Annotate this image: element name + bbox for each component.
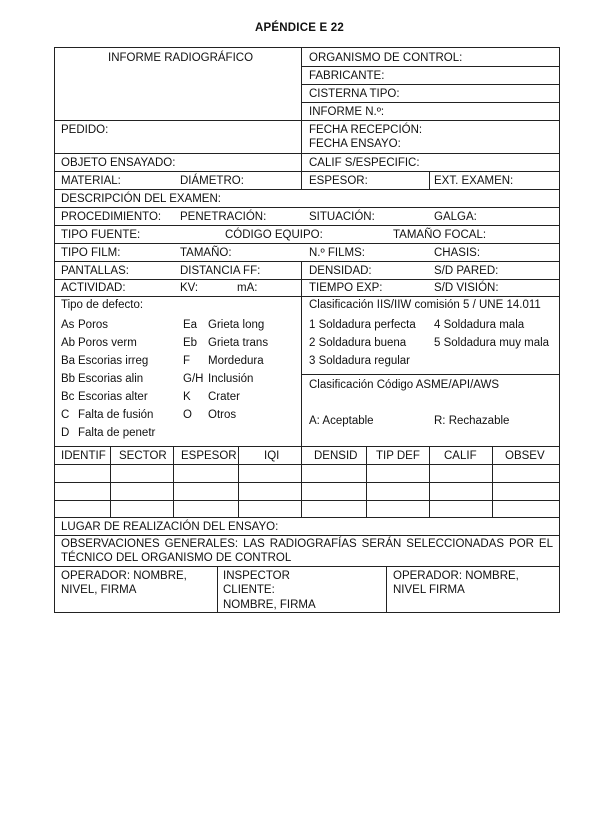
tiempo-exp-label: TIEMPO EXP: (309, 282, 383, 294)
defect-code: G/H (183, 373, 204, 385)
table-header: OBSEV (505, 450, 545, 462)
inspector-signature-line: INSPECTOR (223, 570, 290, 582)
operador-signature-line: OPERADOR: NOMBRE, (61, 570, 187, 582)
defect-label: Escorias alin (78, 373, 144, 385)
inspector-signature-line: NOMBRE, FIRMA (223, 599, 316, 611)
defect-label: Poros (78, 319, 109, 331)
material-label: MATERIAL: (61, 175, 121, 187)
fabricante-label: FABRICANTE: (309, 70, 385, 82)
divider (55, 207, 559, 208)
radiographic-report-form (54, 47, 560, 613)
iiw-item: 1 Soldadura perfecta (309, 319, 416, 331)
defect-code: C (61, 409, 70, 421)
defect-code: Ba (61, 355, 76, 367)
defect-label: Grieta long (208, 319, 265, 331)
densidad-label: DENSIDAD: (309, 265, 372, 277)
divider (301, 374, 559, 375)
asme-classification-title: Clasificación Código ASME/API/AWS (309, 379, 500, 391)
defect-label: Grieta trans (208, 337, 269, 349)
defect-code: O (183, 409, 192, 421)
iiw-item: 2 Soldadura buena (309, 337, 407, 349)
divider (301, 261, 302, 446)
divider (429, 446, 430, 517)
tipo-film-label: TIPO FILM: (61, 247, 121, 259)
distancia-label: DISTANCIA FF: (180, 265, 261, 277)
divider (301, 171, 302, 189)
defect-code: D (61, 427, 70, 439)
actividad-label: ACTIVIDAD: (61, 282, 126, 294)
table-header: TIP DEF (376, 450, 420, 462)
defect-code: As (61, 319, 75, 331)
table-header: DENSID (314, 450, 358, 462)
operador2-signature-line: OPERADOR: NOMBRE, (393, 570, 519, 582)
asme-aceptable: A: Aceptable (309, 415, 374, 427)
defect-label: Falta de fusión (78, 409, 154, 421)
divider (55, 120, 559, 121)
divider (217, 566, 218, 613)
divider (301, 48, 302, 171)
defect-code: Ea (183, 319, 198, 331)
divider (429, 171, 430, 189)
divider (301, 446, 302, 517)
defect-code: Bb (61, 373, 76, 385)
procedimiento-label: PROCEDIMIENTO: (61, 211, 162, 223)
defect-label: Poros verm (78, 337, 137, 349)
codigo-equipo-label: CÓDIGO EQUIPO: (225, 229, 323, 241)
divider (55, 566, 559, 567)
divider (55, 225, 559, 226)
iiw-item: 3 Soldadura regular (309, 355, 411, 367)
defect-label: Escorias alter (78, 391, 148, 403)
table-header: IQI (264, 450, 280, 462)
diametro-label: DIÁMETRO: (180, 175, 244, 187)
defect-label: Crater (208, 391, 240, 403)
inspector-signature-line: CLIENTE: (223, 584, 275, 596)
tamano-focal-label: TAMAÑO FOCAL: (393, 229, 487, 241)
report-title: INFORME RADIOGRÁFICO (108, 52, 254, 64)
lugar-label: LUGAR DE REALIZACIÓN DEL ENSAYO: (61, 521, 279, 533)
sd-vision-label: S/D VISIÓN: (434, 282, 499, 294)
iiw-item: 5 Soldadura muy mala (434, 337, 550, 349)
divider (55, 464, 559, 465)
table-header: ESPESOR (181, 450, 237, 462)
situacion-label: SITUACIÓN: (309, 211, 375, 223)
defect-label: Falta de penetr (78, 427, 156, 439)
iiw-item: 4 Soldadura mala (434, 319, 525, 331)
operador-signature-line: NIVEL, FIRMA (61, 584, 137, 596)
divider (55, 243, 559, 244)
divider (301, 84, 559, 85)
divider (173, 446, 174, 517)
divider (55, 296, 559, 297)
fecha-recepcion-label: FECHA RECEPCIÓN: (309, 124, 423, 136)
defect-code: Ab (61, 337, 76, 349)
table-header: SECTOR (119, 450, 167, 462)
divider (55, 153, 559, 154)
defect-label: Otros (208, 409, 237, 421)
divider (55, 171, 559, 172)
table-header: CALIF (444, 450, 477, 462)
divider (55, 446, 559, 447)
divider (366, 446, 367, 517)
defect-label: Mordedura (208, 355, 264, 367)
ma-label: mA: (237, 282, 258, 294)
defect-code: F (183, 355, 191, 367)
calif-label: CALIF S/ESPECIFIC: (309, 157, 420, 169)
divider (386, 566, 387, 613)
divider (238, 446, 239, 517)
chasis-label: CHASIS: (434, 247, 481, 259)
descripcion-label: DESCRIPCIÓN DEL EXAMEN: (61, 193, 221, 205)
divider (55, 279, 559, 280)
galga-label: GALGA: (434, 211, 477, 223)
iiw-classification-title: Clasificación IIS/IIW comisión 5 / UNE 14.011 (309, 299, 541, 311)
fecha-ensayo-label: FECHA ENSAYO: (309, 138, 401, 150)
observaciones-text: OBSERVACIONES GENERALES: LAS RADIOGRAFÍAS SERÁN SELECCIONADAS POR EL TÉCNICO DEL ORGANISMO DE CONTROL (61, 538, 553, 564)
defect-code: K (183, 391, 191, 403)
objeto-label: OBJETO ENSAYADO: (61, 157, 176, 169)
pantallas-label: PANTALLAS: (61, 265, 129, 277)
defect-types-title: Tipo de defecto: (61, 299, 144, 311)
defect-label: Escorias irreg (78, 355, 149, 367)
asme-rechazable: R: Rechazable (434, 415, 510, 427)
table-header: IDENTIF (61, 450, 106, 462)
operador2-signature-line: NIVEL FIRMA (393, 584, 465, 596)
espesor-label: ESPESOR: (309, 175, 368, 187)
organismo-label: ORGANISMO DE CONTROL: (309, 52, 463, 64)
divider (110, 446, 111, 517)
divider (55, 261, 559, 262)
sd-pared-label: S/D PARED: (434, 265, 499, 277)
divider (301, 102, 559, 103)
pedido-label: PEDIDO: (61, 124, 109, 136)
divider (55, 500, 559, 501)
kv-label: KV: (180, 282, 199, 294)
defect-code: Bc (61, 391, 75, 403)
cisterna-label: CISTERNA TIPO: (309, 88, 400, 100)
defect-label: Inclusión (208, 373, 254, 385)
divider (301, 66, 559, 67)
ext-examen-label: EXT. EXAMEN: (434, 175, 514, 187)
penetracion-label: PENETRACIÓN: (180, 211, 267, 223)
defect-code: Eb (183, 337, 198, 349)
page-heading: APÉNDICE E 22 (255, 22, 344, 34)
divider (55, 517, 559, 518)
divider (55, 535, 559, 536)
n-films-label: N.º FILMS: (309, 247, 365, 259)
tamano-label: TAMAÑO: (180, 247, 232, 259)
informe-no-label: INFORME N.º: (309, 106, 385, 118)
tipo-fuente-label: TIPO FUENTE: (61, 229, 141, 241)
divider (55, 482, 559, 483)
divider (55, 189, 559, 190)
divider (492, 446, 493, 517)
